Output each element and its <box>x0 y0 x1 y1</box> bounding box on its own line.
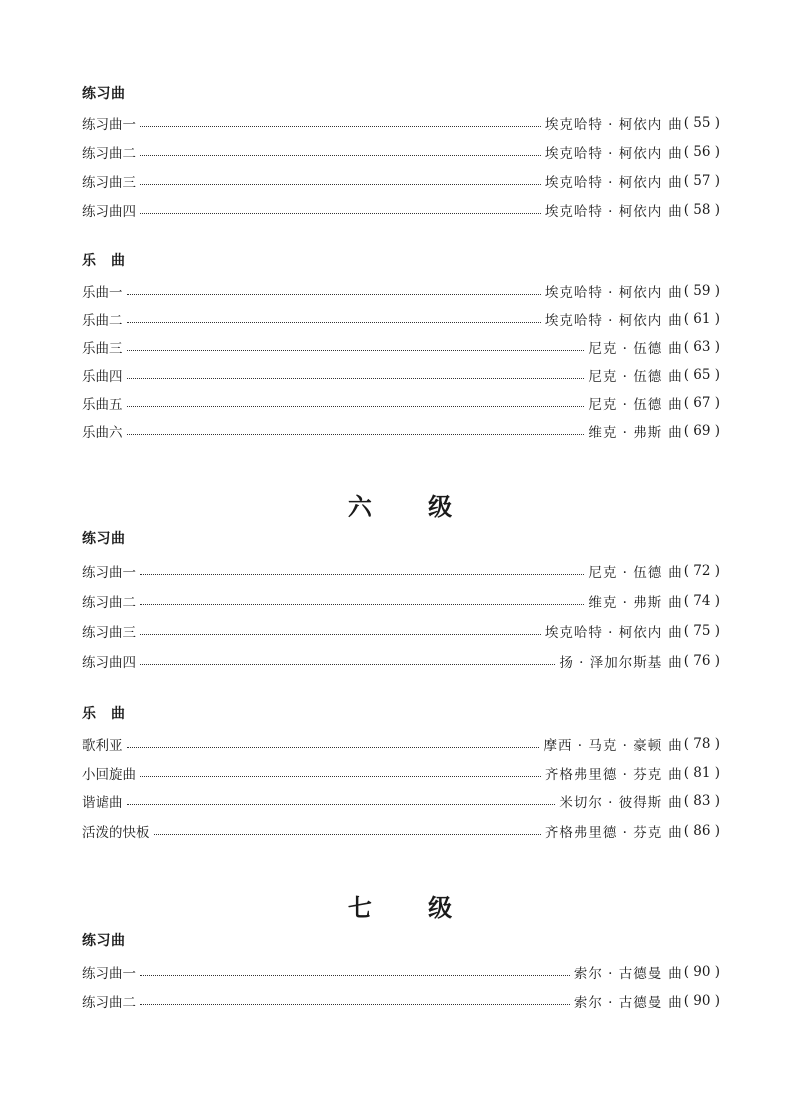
entry-page: ( 57 ) <box>683 173 720 189</box>
toc-entry <box>82 620 720 642</box>
entry-label: 曲 <box>668 825 682 841</box>
entry-label: 曲 <box>668 565 682 581</box>
toc-entry <box>82 560 720 582</box>
toc-entry <box>82 141 720 163</box>
dot-leader <box>140 155 541 156</box>
entry-title: 练习曲二 <box>82 146 136 162</box>
section-heading: 练习曲 <box>82 933 126 949</box>
entry-title: 练习曲四 <box>82 204 136 220</box>
entry-page: ( 90 ) <box>683 964 720 980</box>
toc-entry <box>82 820 720 842</box>
dot-leader <box>140 574 584 575</box>
entry-page: ( 59 ) <box>683 283 720 299</box>
entry-title: 练习曲一 <box>82 117 136 133</box>
entry-label: 曲 <box>668 425 682 441</box>
entry-title: 练习曲一 <box>82 966 136 982</box>
entry-composer: 埃克哈特 · 柯依内 <box>544 285 663 301</box>
dot-leader <box>127 804 556 805</box>
toc-entry <box>82 790 720 812</box>
entry-composer: 齐格弗里德 · 芬克 <box>544 825 663 841</box>
entry-title: 歌利亚 <box>82 738 123 754</box>
entry-page: ( 76 ) <box>683 653 720 669</box>
dot-leader <box>127 406 585 407</box>
entry-page: ( 72 ) <box>683 563 720 579</box>
entry-title: 乐曲三 <box>82 341 123 357</box>
dot-leader <box>127 747 540 748</box>
grade-title: 七 级 <box>347 893 477 922</box>
dot-leader <box>127 294 541 295</box>
entry-title: 乐曲一 <box>82 285 123 301</box>
entry-composer: 尼克 · 伍德 <box>588 369 663 385</box>
entry-label: 曲 <box>668 204 682 220</box>
entry-label: 曲 <box>668 995 682 1011</box>
entry-title: 练习曲三 <box>82 625 136 641</box>
entry-composer: 摩西 · 马克 · 豪顿 <box>543 738 663 754</box>
entry-label: 曲 <box>668 655 682 671</box>
entry-label: 曲 <box>668 175 682 191</box>
entry-composer: 埃克哈特 · 柯依内 <box>544 313 663 329</box>
entry-composer: 埃克哈特 · 柯依内 <box>544 204 663 220</box>
entry-title: 乐曲二 <box>82 313 123 329</box>
toc-entry <box>82 420 720 442</box>
dot-leader <box>127 322 541 323</box>
entry-page: ( 78 ) <box>683 736 720 752</box>
entry-label: 曲 <box>668 795 682 811</box>
entry-label: 曲 <box>668 285 682 301</box>
toc-entry <box>82 364 720 386</box>
entry-title: 活泼的快板 <box>82 825 150 841</box>
entry-page: ( 55 ) <box>683 115 720 131</box>
toc-entry <box>82 990 720 1012</box>
entry-page: ( 83 ) <box>683 793 720 809</box>
dot-leader <box>140 776 541 777</box>
entry-composer: 埃克哈特 · 柯依内 <box>544 117 663 133</box>
entry-label: 曲 <box>668 313 682 329</box>
section-heading: 乐 曲 <box>82 706 126 722</box>
toc-entry <box>82 392 720 414</box>
entry-page: ( 58 ) <box>683 202 720 218</box>
entry-title: 练习曲四 <box>82 655 136 671</box>
section-heading: 乐 曲 <box>82 253 126 269</box>
toc-entry <box>82 762 720 784</box>
section-heading: 练习曲 <box>82 86 126 102</box>
entry-page: ( 81 ) <box>683 765 720 781</box>
entry-label: 曲 <box>668 595 682 611</box>
entry-page: ( 86 ) <box>683 823 720 839</box>
dot-leader <box>140 975 570 976</box>
entry-page: ( 90 ) <box>683 993 720 1009</box>
entry-label: 曲 <box>668 117 682 133</box>
entry-page: ( 67 ) <box>683 395 720 411</box>
dot-leader <box>140 604 584 605</box>
entry-label: 曲 <box>668 341 682 357</box>
entry-composer: 埃克哈特 · 柯依内 <box>544 146 663 162</box>
entry-title: 练习曲一 <box>82 565 136 581</box>
entry-title: 练习曲二 <box>82 595 136 611</box>
toc-entry <box>82 199 720 221</box>
entry-title: 小回旋曲 <box>82 767 136 783</box>
entry-page: ( 65 ) <box>683 367 720 383</box>
entry-composer: 米切尔 · 彼得斯 <box>559 795 663 811</box>
entry-label: 曲 <box>668 146 682 162</box>
entry-title: 乐曲四 <box>82 369 123 385</box>
entry-composer: 尼克 · 伍德 <box>588 565 663 581</box>
toc-entry <box>82 308 720 330</box>
entry-label: 曲 <box>668 966 682 982</box>
dot-leader <box>140 213 541 214</box>
toc-entry <box>82 590 720 612</box>
entry-page: ( 61 ) <box>683 311 720 327</box>
entry-title: 乐曲六 <box>82 425 123 441</box>
dot-leader <box>127 350 585 351</box>
toc-entry <box>82 733 720 755</box>
grade-title: 六 级 <box>347 492 477 521</box>
entry-label: 曲 <box>668 625 682 641</box>
dot-leader <box>140 634 541 635</box>
dot-leader <box>140 1004 570 1005</box>
entry-title: 练习曲二 <box>82 995 136 1011</box>
entry-composer: 齐格弗里德 · 芬克 <box>544 767 663 783</box>
dot-leader <box>127 378 585 379</box>
toc-entry <box>82 280 720 302</box>
entry-composer: 尼克 · 伍德 <box>588 397 663 413</box>
toc-entry <box>82 112 720 134</box>
dot-leader <box>140 126 541 127</box>
dot-leader <box>127 434 585 435</box>
entry-composer: 埃克哈特 · 柯依内 <box>544 625 663 641</box>
entry-page: ( 69 ) <box>683 423 720 439</box>
entry-title: 练习曲三 <box>82 175 136 191</box>
dot-leader <box>140 184 541 185</box>
toc-entry <box>82 336 720 358</box>
toc-entry <box>82 961 720 983</box>
dot-leader <box>140 664 555 665</box>
dot-leader <box>154 834 541 835</box>
entry-label: 曲 <box>668 767 682 783</box>
entry-composer: 维克 · 弗斯 <box>588 425 663 441</box>
entry-label: 曲 <box>668 369 682 385</box>
toc-entry <box>82 170 720 192</box>
entry-composer: 索尔 · 古德曼 <box>573 995 663 1011</box>
toc-entry <box>82 650 720 672</box>
entry-page: ( 75 ) <box>683 623 720 639</box>
entry-title: 谐谑曲 <box>82 795 123 811</box>
entry-composer: 索尔 · 古德曼 <box>573 966 663 982</box>
entry-composer: 维克 · 弗斯 <box>588 595 663 611</box>
entry-page: ( 74 ) <box>683 593 720 609</box>
entry-composer: 尼克 · 伍德 <box>588 341 663 357</box>
entry-label: 曲 <box>668 738 682 754</box>
entry-title: 乐曲五 <box>82 397 123 413</box>
entry-composer: 埃克哈特 · 柯依内 <box>544 175 663 191</box>
section-heading: 练习曲 <box>82 531 126 547</box>
entry-page: ( 63 ) <box>683 339 720 355</box>
entry-composer: 扬 · 泽加尔斯基 <box>559 655 663 671</box>
entry-label: 曲 <box>668 397 682 413</box>
entry-page: ( 56 ) <box>683 144 720 160</box>
